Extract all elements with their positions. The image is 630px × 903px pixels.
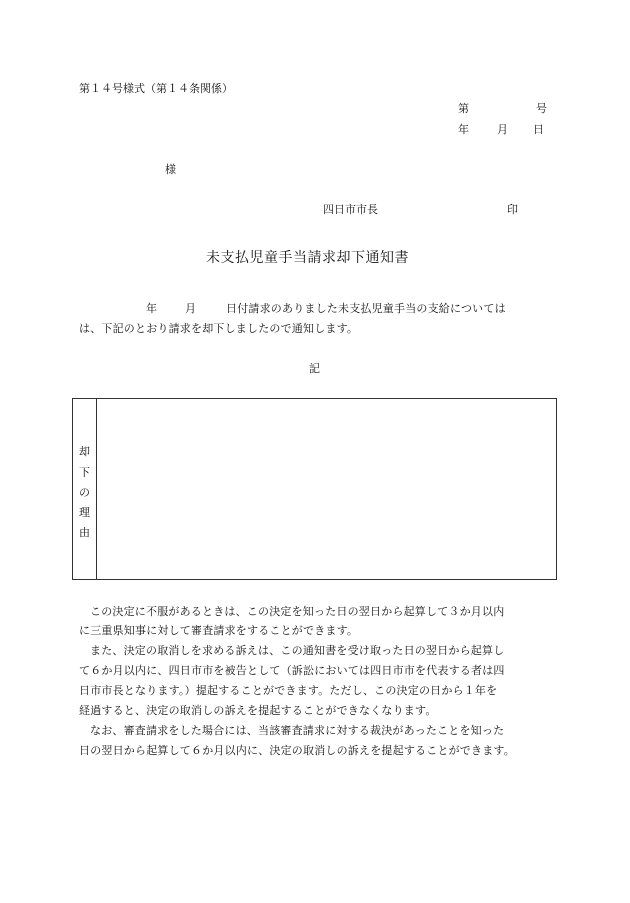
reason-label-column [73, 399, 97, 579]
ki-heading: 記 [309, 362, 320, 375]
note-line: 日の翌日から起算して６か月以内に、決定の取消しの訴えを提起することができます。 [79, 744, 515, 757]
form-number: 第１４号様式（第１４条関係） [79, 82, 233, 95]
doc-number-suffix: 号 [536, 102, 547, 115]
date-month-label: 月 [497, 123, 508, 136]
reason-label-char: 下 [79, 466, 90, 479]
note-line: に三重県知事に対して審査請求をすることができます。 [79, 624, 359, 637]
page-title: 未支払児童手当請求却下通知書 [206, 250, 409, 266]
date-year-label: 年 [458, 123, 469, 136]
intro-line1-tail: 日付請求のありました未支払児童手当の支給については [226, 302, 506, 315]
reason-label-char: の [79, 486, 90, 499]
intro-line2: は、下記のとおり請求を却下しましたので通知します。 [79, 322, 359, 335]
date-day-label: 日 [533, 123, 544, 136]
doc-number-prefix: 第 [458, 102, 469, 115]
reason-label-char: 却 [79, 445, 90, 458]
seal-mark: 印 [507, 203, 518, 216]
reason-label-char: 理 [79, 506, 90, 519]
note-line: また、決定の取消しを求める訴えは、この通知書を受け取った日の翌日から起算し [90, 644, 505, 657]
note-line: て６か月以内に、四日市市を被告として（訴訟においては四日市市を代表する者は四 [79, 664, 505, 677]
intro-year-label: 年 [146, 302, 158, 315]
rejection-reason-box [72, 398, 557, 580]
note-line: この決定に不服があるときは、この決定を知った日の翌日から起算して３か月以内 [90, 605, 505, 618]
reason-label-char: 由 [79, 526, 90, 539]
recipient-honorific: 様 [165, 163, 176, 176]
intro-month-label: 月 [185, 302, 197, 315]
note-line: 日市市長となります。）提起することができます。ただし、この決定の日から１年を [79, 684, 498, 697]
note-line: 経過すると、決定の取消しの訴えを提起することができなくなります。 [79, 704, 437, 717]
note-line: なお、審査請求をした場合には、当該審査請求に対する裁決があったことを知った [90, 724, 505, 737]
sender-name: 四日市市長 [323, 203, 378, 216]
